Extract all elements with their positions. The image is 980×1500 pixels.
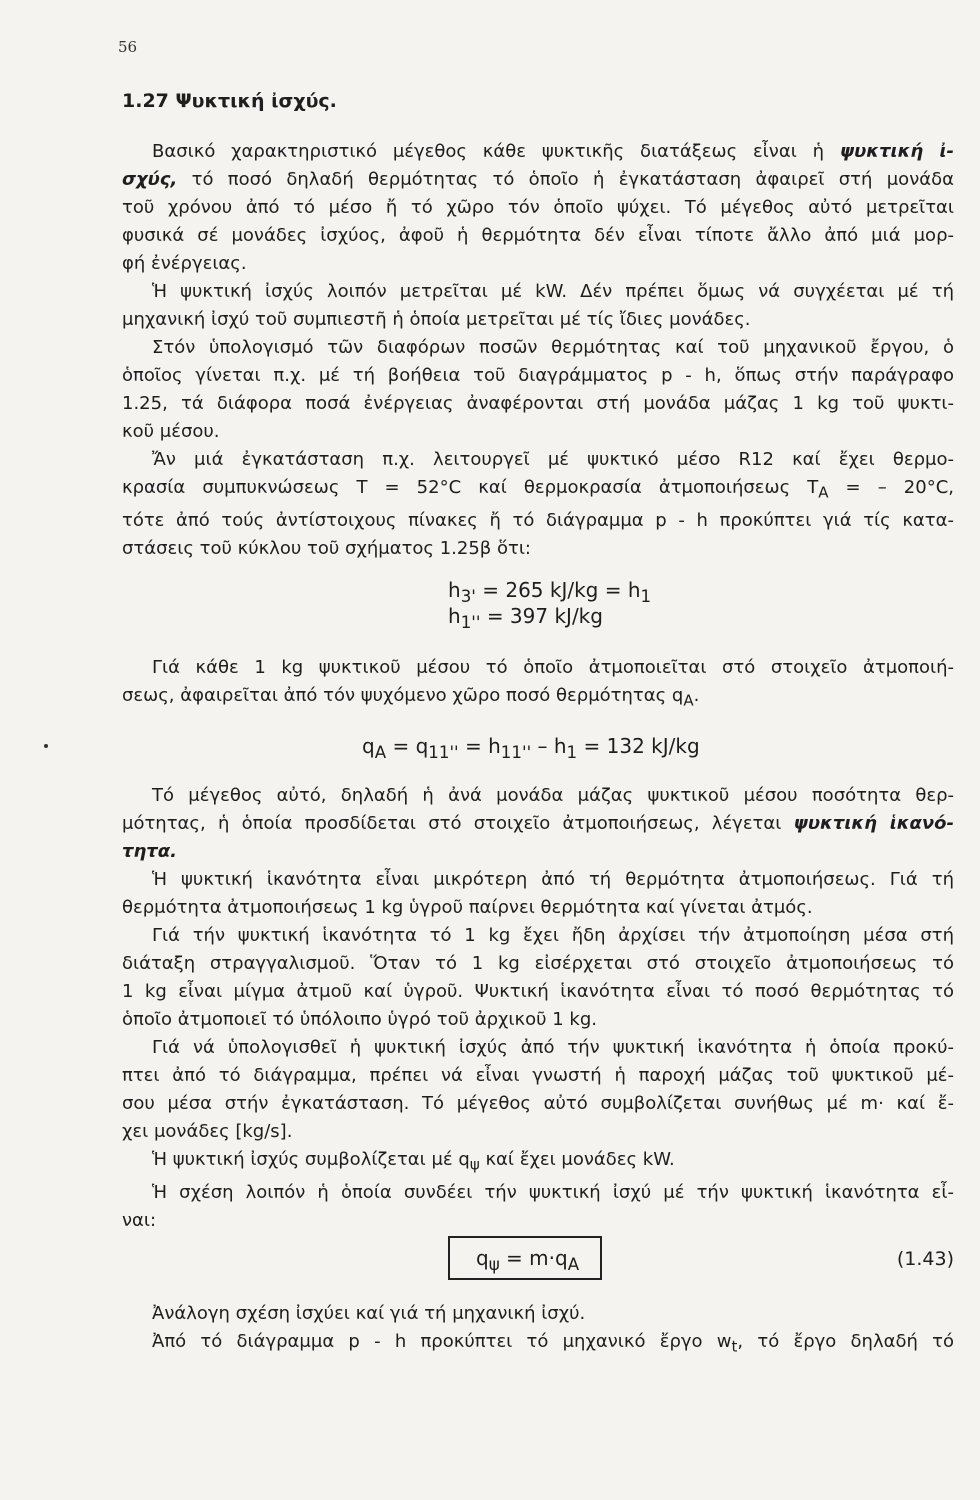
text-line: σου μέσα στήν ἐγκατάσταση. Τό μέγεθος αὐτό συμβολίζεται συνήθως μέ m· καί ἔ-: [122, 1093, 954, 1114]
text-line: διάταξη στραγγαλισμοῦ. Ὅταν τό 1 kg εἰσέρχεται στό στοιχεῖο ἀτμοποιήσεως τό: [122, 953, 954, 974]
paragraph-example: [122, 446, 954, 563]
text-line: τοῦ χρόνου ἀπό τό μέσο ἤ τό χῶρο τόν ὁποῖο ψύχει. Τό μέγεθος αὐτό μετρεῖται: [122, 197, 954, 218]
term-refrigeration-power: ψυκτική ἰ-: [839, 141, 955, 162]
text-line: 1.25, τά διάφορα ποσά ἐνέργειας ἀναφέρονται στή μονάδα μάζας 1 kg τοῦ ψυκτι-: [122, 393, 954, 414]
text-line: [122, 838, 954, 866]
text-line: τότε ἀπό τούς ἀντίστοιχους πίνακες ἤ τό διάγραμμα p - h προκύπτει γιά τίς κατα-: [122, 509, 954, 531]
equation-qa: $q_A = q_{11''} = h_{11''} - h_1 = 132$ kJ/kg: [362, 734, 700, 762]
text-line: Γιά νά ὑπολογισθεῖ ἡ ψυκτική ἰσχύς ἀπό τήν ψυκτική ἱκανότητα ἡ ὁποία προκύ-: [152, 1037, 954, 1058]
paragraph-mechanical: [122, 1300, 954, 1361]
text-line: φυσικά σέ μονάδες ἰσχύος, ἀφοῦ ἡ θερμότητα δέν εἶναι τίποτε ἄλλο ἀπό μιά μορ-: [122, 225, 954, 246]
text-line: Ἡ ψυκτική ἱκανότητα εἶναι μικρότερη ἀπό τή θερμότητα ἀτμοποιήσεως. Γιά τή: [152, 869, 954, 890]
text-line: Βασικό χαρακτηριστικό μέγεθος κάθε ψυκτικῆς διατάξεως εἶναι ἡ ψυκτική ἰ-: [152, 141, 955, 162]
text-line: μηχανική ἰσχύ τοῦ συμπιεστῆ ἡ ὁποία μετρεῖται μέ τίς ἴδιες μονάδες.: [122, 309, 751, 330]
equation-q-psi: $q_\psi = m\cdot q_A$: [476, 1246, 580, 1274]
paragraph-comparison: [122, 866, 954, 922]
text-line: Ἡ ψυκτική ἰσχύς λοιπόν μετρεῖται μέ kW. Δέν πρέπει ὅμως νά συγχέεται μέ τή: [152, 281, 954, 302]
text-line: Ἄν μιά ἐγκατάσταση π.χ. λειτουργεῖ μέ ψυκτικό μέσο R12 καί ἔχει θερμο-: [152, 449, 954, 470]
text-line: μότητας, ἡ ὁποία προσδίδεται στό στοιχεῖο ἀτμοποιήσεως, λέγεται ψυκτική ἱκανό-: [122, 813, 954, 834]
margin-mark: [44, 744, 48, 748]
equation-h1: $h_{1''} = 397$ kJ/kg: [448, 604, 603, 632]
text-line: Στόν ὑπολογισμό τῶν διαφόρων ποσῶν θερμότητας καί τοῦ μηχανικοῦ ἔργου, ὁ: [152, 337, 954, 358]
term-refrigeration-power-cont: σχύς,: [122, 169, 178, 190]
text-line: Γιά κάθε 1 kg ψυκτικοῦ μέσου τό ὁποῖο ἀτμοποιεῖται στό στοιχεῖο ἀτμοποιή-: [152, 657, 954, 678]
text-line: κοῦ μέσου.: [122, 421, 220, 442]
text-line: Γιά τήν ψυκτική ἱκανότητα τό 1 kg ἔχει ἤδη ἀρχίσει τήν ἀτμοποίηση μέσα στή: [152, 925, 954, 946]
term-refrigeration-capacity-cont: τητα.: [122, 841, 177, 862]
text-line: Ἀνάλογη σχέση ἰσχύει καί γιά τή μηχανική ἰσχύ.: [152, 1303, 586, 1324]
paragraph-throttling: [122, 922, 954, 1034]
paragraph-heat-removed: [122, 654, 954, 715]
text-line: σεως, ἀφαιρεῖται ἀπό τόν ψυχόμενο χῶρο ποσό θερμότητας $q_A$.: [122, 685, 700, 710]
text-line: ὁποῖος γίνεται π.χ. μέ τή βοήθεια τοῦ διαγράμματος p - h, ὅπως στήν παράγραφο: [122, 365, 954, 386]
term-refrigeration-capacity: ψυκτική ἱκανό-: [793, 813, 954, 834]
text-line: ναι:: [122, 1209, 157, 1231]
text-line: Ἡ ψυκτική ἰσχύς συμβολίζεται μέ $q_\psi$ καί ἔχει μονάδες kW.: [152, 1149, 675, 1174]
text-line: Ἡ σχέση λοιπόν ἡ ὁποία συνδέει τήν ψυκτική ἰσχύ μέ τήν ψυκτική ἱκανότητα εἶ-: [152, 1181, 954, 1203]
text-line: 1 kg εἶναι μίγμα ἀτμοῦ καί ὑγροῦ. Ψυκτική ἱκανότητα εἶναι τό ποσό θερμότητας τό: [122, 981, 954, 1002]
paragraph-definition: [122, 138, 954, 278]
paragraph-units: [122, 278, 954, 334]
text-line: χει μονάδες [kg/s].: [122, 1121, 293, 1142]
text-line: πτει ἀπό τό διάγραμμα, πρέπει νά εἶναι γνωστή ἡ παροχή μάζας τοῦ ψυκτικοῦ μέ-: [122, 1065, 954, 1086]
text-line: ὁποῖο ἀτμοποιεῖ τό ὑπόλοιπο ὑγρό τοῦ ἀρχικοῦ 1 kg.: [122, 1009, 597, 1030]
equation-number: (1.43): [896, 1248, 954, 1270]
text-line: Ἀπό τό διάγραμμα p - h προκύπτει τό μηχανικό ἔργο $w_t$, τό ἔργο δηλαδή τό: [152, 1331, 954, 1356]
text-line: θερμότητα ἀτμοποιήσεως 1 kg ὑγροῦ παίρνει θερμότητα καί γίνεται ἀτμός.: [122, 897, 813, 918]
section-title: 1.27 Ψυκτική ἰσχύς.: [122, 90, 337, 112]
paragraph-mass-flow: [122, 1034, 954, 1146]
paragraph-calculation: [122, 334, 954, 446]
text-line: στάσεις τοῦ κύκλου τοῦ σχήματος 1.25β ὅτι:: [122, 537, 531, 559]
equation-h3: $h_{3'} = 265$ $kJ/kg = h_1$: [448, 578, 652, 606]
text-line: σχύς, τό ποσό δηλαδή θερμότητας τό ὁποῖο ἡ ἐγκατάσταση ἀφαιρεῖ στή μονάδα: [122, 169, 954, 190]
paragraph-symbol: [122, 1146, 954, 1235]
text-line: Τό μέγεθος αὐτό, δηλαδή ἡ ἀνά μονάδα μάζας ψυκτικοῦ μέσου ποσότητα θερ-: [152, 785, 954, 806]
page-number: 56: [118, 38, 138, 56]
text-line: κρασία συμπυκνώσεως T = 52°C καί θερμοκρασία ἀτμοποιήσεως $T_A$ = – 20°C,: [122, 477, 954, 502]
paragraph-capacity-def: [122, 782, 954, 866]
text-line: φή ἐνέργειας.: [122, 253, 247, 274]
